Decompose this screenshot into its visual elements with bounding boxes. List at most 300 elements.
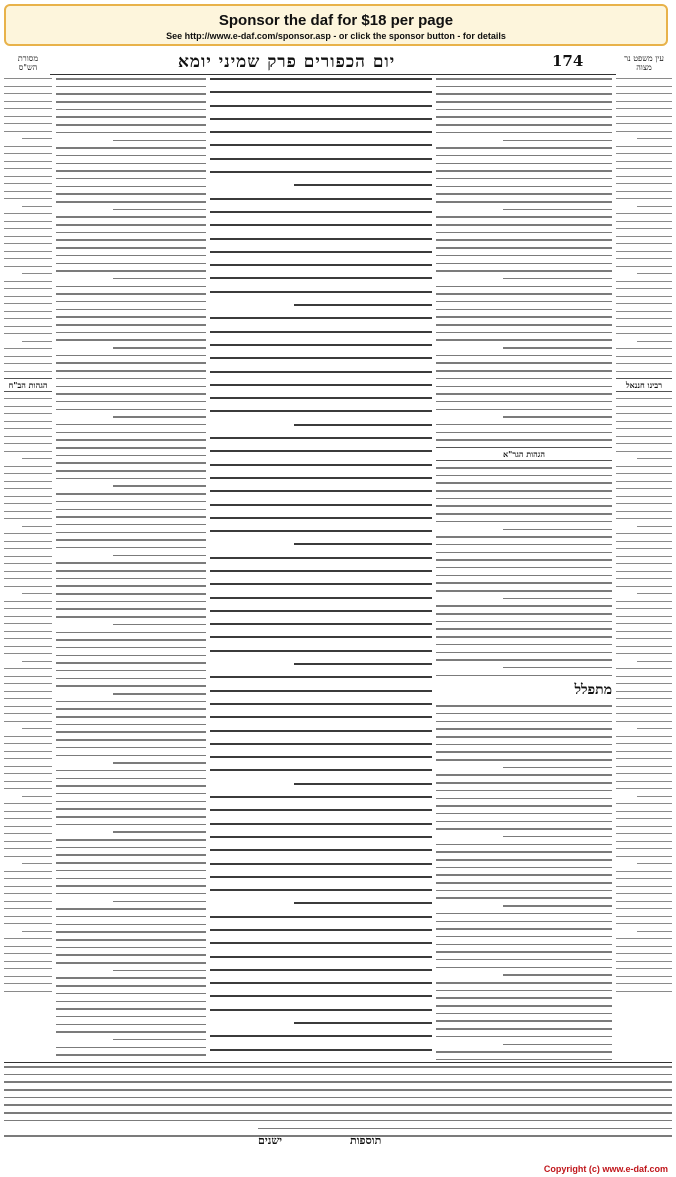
habach-line: [22, 863, 52, 864]
rashi-line: [436, 386, 612, 388]
mesoret-line: [4, 116, 52, 117]
habach-line: [4, 578, 52, 579]
chananel-line: [616, 781, 672, 782]
tosafot-line: [56, 655, 206, 657]
rashi-line: [503, 974, 612, 976]
tosafot-line: [56, 593, 206, 595]
chananel-line: [616, 938, 672, 939]
gemara-line: [210, 78, 432, 80]
tosafot-line: [56, 678, 206, 680]
ein-mishpat-line: [616, 371, 672, 372]
gemara-line: [210, 756, 432, 758]
gemara-line: [210, 131, 432, 133]
chananel-line: [616, 833, 672, 834]
sponsor-banner[interactable]: [4, 4, 668, 46]
gemara-line: [210, 530, 432, 532]
habach-line: [4, 871, 52, 872]
ein-mishpat-line: [616, 281, 672, 282]
habach-line: [4, 968, 52, 969]
rashi-line: [436, 890, 612, 892]
gemara-line: [294, 304, 432, 306]
mesoret-line: [4, 161, 52, 162]
gemara-line: [210, 397, 432, 399]
tosafot-line: [56, 854, 206, 856]
tosafot-line: [56, 378, 206, 380]
tosafot-line: [56, 685, 206, 687]
habach-line: [4, 496, 52, 497]
tosafot-line: [113, 209, 206, 211]
mesoret-line: [4, 191, 52, 192]
rashi-line: [436, 270, 612, 272]
ein-mishpat-line: [616, 221, 672, 222]
mesoret-line: [22, 206, 52, 207]
rashi-line: [436, 116, 612, 118]
rashi-line: [436, 439, 612, 441]
rashi-line: [436, 721, 612, 723]
mesoret-line: [22, 138, 52, 139]
chananel-line: [616, 886, 672, 887]
mesoret-line: [4, 236, 52, 237]
chananel-line: [616, 811, 672, 812]
rashi-line: [436, 1059, 612, 1061]
tosafot-line: [56, 808, 206, 810]
chananel-line: [637, 863, 672, 864]
habach-line: [4, 938, 52, 939]
gemara-line: [210, 504, 432, 506]
habach-line: [4, 706, 52, 707]
ein-mishpat-line: [637, 138, 672, 139]
footnote-line: [4, 1097, 672, 1099]
rashi-line: [436, 959, 612, 961]
ein-mishpat-line: [616, 296, 672, 297]
gemara-line: [210, 410, 432, 412]
chananel-line: [616, 758, 672, 759]
tosafot-line: [56, 339, 206, 341]
chananel-line: [616, 563, 672, 564]
rashi-line: [436, 675, 612, 677]
tosafot-line: [56, 163, 206, 165]
tosafot-line: [56, 770, 206, 772]
habach-line: [4, 548, 52, 549]
chananel-line: [616, 871, 672, 872]
tosafot-line: [56, 731, 206, 733]
rashi-line: [436, 78, 612, 80]
habach-line: [4, 556, 52, 557]
chananel-line: [616, 991, 672, 992]
rashi-line: [436, 178, 612, 180]
ein-mishpat-line: [616, 78, 672, 79]
habach-line: [4, 646, 52, 647]
mesoret-line: [22, 273, 52, 274]
tosafot-line: [56, 1054, 206, 1056]
gemara-line: [210, 889, 432, 891]
gemara-line: [210, 676, 432, 678]
tosafot-line: [56, 370, 206, 372]
footnote-line: [4, 1089, 672, 1091]
tosafot-line: [56, 793, 206, 795]
habach-line: [4, 953, 52, 954]
gemara-line: [210, 610, 432, 612]
chananel-line: [637, 796, 672, 797]
habach-line: [4, 773, 52, 774]
page-header: [0, 52, 676, 74]
rashi-line: [503, 905, 612, 907]
ein-mishpat-line: [616, 116, 672, 117]
chananel-line: [616, 578, 672, 579]
tosafot-line: [56, 532, 206, 534]
footnote-line: [4, 1112, 672, 1114]
habach-line: [4, 413, 52, 414]
gemara-line: [210, 91, 432, 93]
rashi-line: [436, 944, 612, 946]
chananel-line: [616, 923, 672, 924]
mesoret-line: [4, 221, 52, 222]
chananel-line: [616, 721, 672, 722]
chananel-line: [616, 503, 672, 504]
habach-line: [4, 683, 52, 684]
rashi-line: [436, 744, 612, 746]
rashi-line: [436, 652, 612, 654]
tosafot-line: [56, 1008, 206, 1010]
rashi-line: [436, 393, 612, 395]
rashi-line: [436, 713, 612, 715]
rashi-line: [436, 355, 612, 357]
gemara-line: [210, 597, 432, 599]
chananel-line: [616, 608, 672, 609]
habach-line: [4, 923, 52, 924]
tosafot-line: [56, 101, 206, 103]
mesoret-line: [4, 333, 52, 334]
gemara-line: [294, 424, 432, 426]
tosafot-line: [56, 432, 206, 434]
ein-mishpat-line: [616, 168, 672, 169]
gemara-line: [210, 570, 432, 572]
gemara-line: [210, 623, 432, 625]
habach-line: [4, 736, 52, 737]
tosafot-line: [56, 601, 206, 603]
footnote-line: [4, 1120, 672, 1122]
habach-line: [4, 443, 52, 444]
tosafot-line: [56, 270, 206, 272]
footnote-line: [4, 1066, 672, 1068]
habach-line: [4, 481, 52, 482]
ein-mishpat-title: עין משפט נר מצוה: [624, 54, 664, 72]
gemara-line: [210, 477, 432, 479]
left-margin-notes: [4, 78, 52, 1061]
chananel-line: [616, 586, 672, 587]
right-margin-notes: [616, 78, 672, 1061]
tosafot-line: [56, 301, 206, 303]
gemara-line: [210, 171, 432, 173]
chananel-line: [616, 571, 672, 572]
rashi-line: [503, 598, 612, 600]
habach-line: [4, 676, 52, 677]
habach-line: [4, 586, 52, 587]
rashi-line: [436, 378, 612, 380]
gemara-line: [210, 105, 432, 107]
tosafot-line: [56, 616, 206, 618]
habach-line: [4, 623, 52, 624]
habach-line: [4, 908, 52, 909]
page-number: 174: [552, 52, 584, 70]
chananel-line: [616, 818, 672, 819]
tosafot-line: [56, 647, 206, 649]
tosafot-line: [56, 509, 206, 511]
habach-line: [4, 803, 52, 804]
tosafot-line: [56, 193, 206, 195]
tosafot-line: [56, 201, 206, 203]
gemara-line: [210, 583, 432, 585]
tosafot-line: [56, 401, 206, 403]
gemara-line: [210, 557, 432, 559]
ein-mishpat-line: [616, 311, 672, 312]
habach-line: [4, 608, 52, 609]
ein-mishpat-line: [616, 176, 672, 177]
mesoret-line: [4, 311, 52, 312]
hagahot-habach-label: הגהות הב"ח: [4, 378, 52, 392]
ein-mishpat-line: [616, 251, 672, 252]
rashi-line: [436, 921, 612, 923]
chananel-line: [616, 541, 672, 542]
rashi-line: [436, 990, 612, 992]
tosafot-line: [56, 931, 206, 933]
habach-line: [4, 983, 52, 984]
habach-line: [4, 848, 52, 849]
rashi-line: [436, 913, 612, 915]
tosafot-line: [56, 947, 206, 949]
rashi-line: [436, 1013, 612, 1015]
rashi-line: [436, 821, 612, 823]
chananel-line: [616, 556, 672, 557]
rashi-line: [436, 544, 612, 546]
rashi-line: [436, 982, 612, 984]
rashi-line: [436, 644, 612, 646]
tosafot-line: [56, 739, 206, 741]
habach-line: [4, 398, 52, 399]
ein-mishpat-line: [616, 326, 672, 327]
gemara-line: [210, 437, 432, 439]
ein-mishpat-line: [616, 303, 672, 304]
gemara-line: [210, 144, 432, 146]
rashi-line: [436, 521, 612, 523]
tosafot-line: [113, 624, 206, 626]
gemara-line: [210, 1049, 432, 1051]
tosafot-line: [113, 831, 206, 833]
mesoret-line: [4, 93, 52, 94]
tosafot-line: [56, 462, 206, 464]
rashi-line: [436, 621, 612, 623]
habach-line: [4, 721, 52, 722]
tosafot-line: [56, 232, 206, 234]
tosafot-line: [56, 178, 206, 180]
tosafot-line: [56, 585, 206, 587]
chananel-line: [616, 976, 672, 977]
rashi-line: [436, 728, 612, 730]
ein-mishpat-line: [616, 108, 672, 109]
gemara-line: [210, 969, 432, 971]
tosafot-line: [56, 124, 206, 126]
chananel-line: [616, 413, 672, 414]
mesoret-line: [4, 296, 52, 297]
mesoret-line: [4, 168, 52, 169]
tosafot-column: [56, 78, 206, 1061]
mesoret-line: [4, 371, 52, 372]
gemara-line: [210, 211, 432, 213]
mesoret-line: [4, 258, 52, 259]
chananel-line: [616, 398, 672, 399]
habach-line: [4, 878, 52, 879]
gemara-line: [210, 942, 432, 944]
chananel-line: [616, 488, 672, 489]
ein-mishpat-line: [616, 131, 672, 132]
chananel-line: [616, 878, 672, 879]
habach-line: [4, 668, 52, 669]
ein-mishpat-line: [616, 363, 672, 364]
rashi-line: [436, 163, 612, 165]
habach-line: [4, 751, 52, 752]
tosafot-line: [56, 708, 206, 710]
rashi-line: [436, 109, 612, 111]
chananel-line: [616, 953, 672, 954]
chananel-line: [616, 421, 672, 422]
chananel-line: [616, 683, 672, 684]
gemara-line: [210, 929, 432, 931]
gemara-line: [294, 783, 432, 785]
mesoret-line: [4, 318, 52, 319]
tosafot-line: [56, 478, 206, 480]
gemara-line: [210, 517, 432, 519]
tosafot-line: [56, 524, 206, 526]
tosafot-line: [56, 109, 206, 111]
habach-line: [4, 916, 52, 917]
tosafot-line: [56, 516, 206, 518]
rashi-line: [436, 475, 612, 477]
rashi-line: [436, 332, 612, 334]
tosafot-line: [56, 439, 206, 441]
rashi-line: [436, 482, 612, 484]
ein-mishpat-line: [616, 258, 672, 259]
tosafot-line: [56, 801, 206, 803]
rashi-line: [436, 867, 612, 869]
copyright-notice[interactable]: Copyright (c) www.e-daf.com: [543, 1164, 668, 1174]
gemara-line: [210, 650, 432, 652]
ein-mishpat-line: [616, 228, 672, 229]
rashi-line: [436, 124, 612, 126]
rashi-line: [436, 844, 612, 846]
chananel-line: [616, 511, 672, 512]
tosafot-line: [56, 670, 206, 672]
ein-mishpat-line: [616, 236, 672, 237]
rashi-line: [436, 86, 612, 88]
rashi-line: [436, 193, 612, 195]
chananel-line: [616, 856, 672, 857]
tosafot-line: [56, 893, 206, 895]
rashi-line: [436, 1005, 612, 1007]
chananel-line: [616, 968, 672, 969]
chananel-line: [616, 631, 672, 632]
rashi-line: [436, 155, 612, 157]
gemara-line: [210, 1035, 432, 1037]
habach-line: [4, 638, 52, 639]
rashi-line: [436, 309, 612, 311]
chananel-line: [637, 593, 672, 594]
ein-mishpat-line: [616, 153, 672, 154]
habach-line: [4, 961, 52, 962]
rashi-line: [436, 552, 612, 554]
habach-line: [4, 946, 52, 947]
gemara-line: [210, 251, 432, 253]
rashi-line: [436, 247, 612, 249]
tosafot-line: [56, 993, 206, 995]
footnote-line: [4, 1135, 672, 1137]
chananel-line: [616, 983, 672, 984]
tosafot-line: [56, 924, 206, 926]
gemara-line: [210, 995, 432, 997]
tosafot-line: [56, 470, 206, 472]
tosafot-line: [56, 954, 206, 956]
mesoret-line: [4, 198, 52, 199]
rashi-line: [436, 967, 612, 969]
tosafot-line: [56, 393, 206, 395]
rashi-line: [436, 628, 612, 630]
tosafot-line: [113, 762, 206, 764]
habach-line: [4, 503, 52, 504]
habach-line: [4, 421, 52, 422]
gemara-line: [294, 543, 432, 545]
gemara-line: [210, 357, 432, 359]
gemara-line: [210, 344, 432, 346]
tosafot-line: [56, 608, 206, 610]
mesoret-line: [4, 78, 52, 79]
rashi-line: [436, 928, 612, 930]
mesoret-line: [4, 213, 52, 214]
rashi-line: [436, 859, 612, 861]
habach-line: [4, 886, 52, 887]
habach-line: [4, 893, 52, 894]
tosafot-line: [56, 701, 206, 703]
gemara-line: [210, 490, 432, 492]
tosafot-line: [56, 155, 206, 157]
tosafot-line: [56, 862, 206, 864]
tosafot-line: [56, 493, 206, 495]
rashi-line: [436, 232, 612, 234]
tosafot-line: [56, 878, 206, 880]
tosafot-line: [56, 316, 206, 318]
gemara-line: [210, 823, 432, 825]
tosafot-line: [56, 578, 206, 580]
habach-line: [22, 796, 52, 797]
bold-dibur-hamatchil: מתפלל: [574, 682, 612, 699]
habach-line: [4, 406, 52, 407]
chananel-line: [616, 668, 672, 669]
rashi-line: [436, 851, 612, 853]
tosafot-line: [56, 1031, 206, 1033]
rashi-line: [436, 1036, 612, 1038]
gemara-line: [294, 184, 432, 186]
mesoret-line: [4, 228, 52, 229]
tosafot-line: [113, 555, 206, 557]
habach-line: [4, 601, 52, 602]
tosafot-line: [56, 939, 206, 941]
gemara-line: [210, 1009, 432, 1011]
tosafot-line: [56, 286, 206, 288]
ein-mishpat-line: [616, 243, 672, 244]
rashi-line: [436, 882, 612, 884]
rashi-line: [436, 263, 612, 265]
tosafot-line: [56, 977, 206, 979]
rashi-line: [436, 813, 612, 815]
sponsor-subtitle[interactable]: See http://www.e-daf.com/sponsor.asp - or click the sponsor button - for details: [166, 31, 506, 41]
